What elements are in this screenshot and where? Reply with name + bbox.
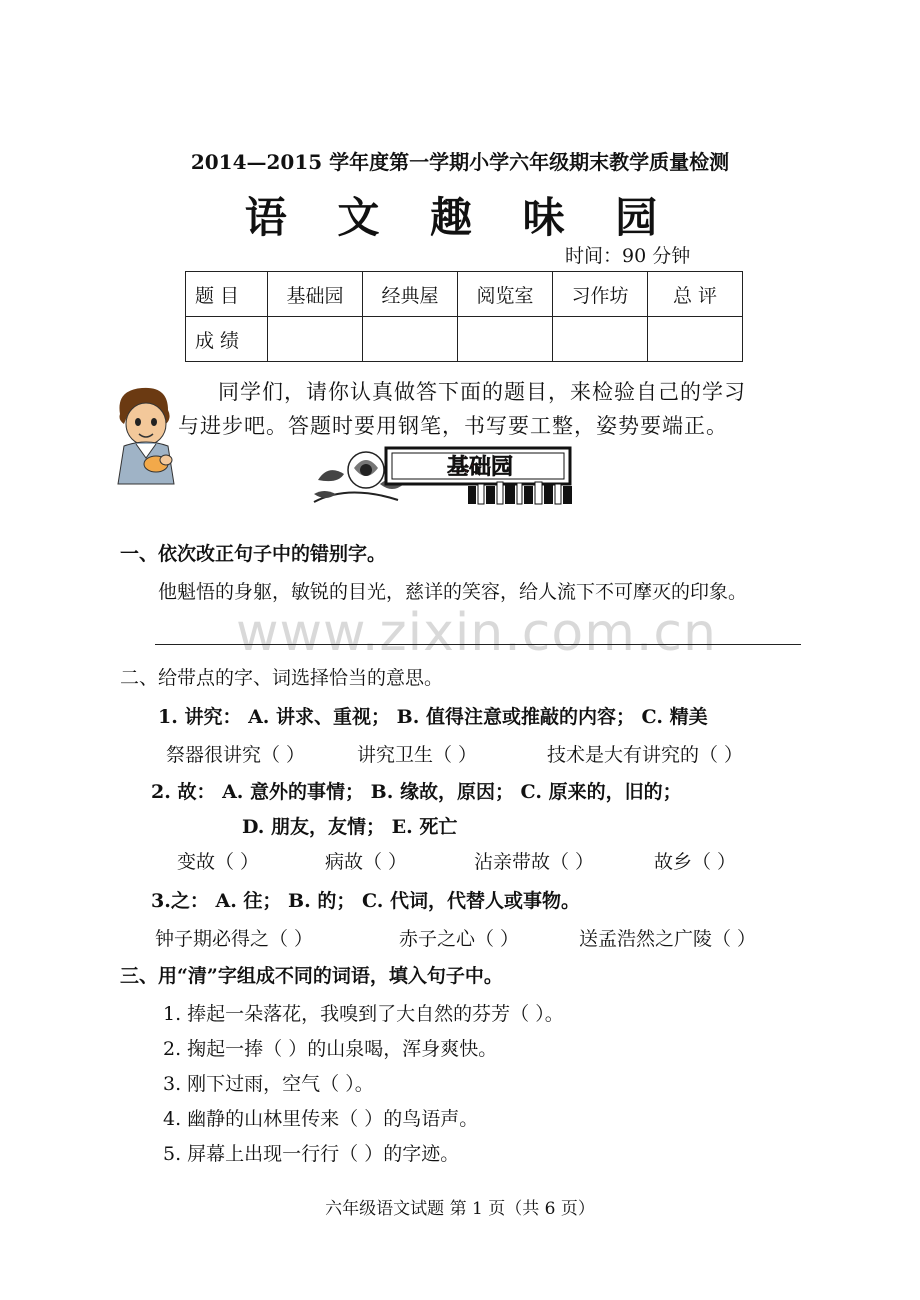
basics-section-banner: [308, 444, 576, 506]
exam-subtitle: 2014—2015 学年度第一学期小学六年级期末教学质量检测: [190, 150, 730, 174]
section-3-item-3[interactable]: 3. 刚下过雨，空气（ ）。: [163, 1073, 374, 1095]
score-cell-writing: 习作坊: [553, 272, 648, 317]
section-3-heading: 三、用“清”字组成不同的词语，填入句子中。: [120, 965, 503, 987]
score-cell-basics: 基础园: [268, 272, 363, 317]
section-1-sentence: 他魁悟的身躯，敏锐的目光，慈详的笑容，给人流下不可摩灭的印象。: [158, 581, 748, 603]
q3-item-3[interactable]: 送孟浩然之广陵（ ）: [579, 928, 757, 950]
q2-item-2[interactable]: 病故（ ）: [325, 851, 408, 873]
q2-definitions-2: D. 朋友，友情； E. 死亡: [242, 816, 458, 838]
q2-item-1[interactable]: 变故（ ）: [177, 851, 260, 873]
score-table-score-row: [186, 317, 743, 362]
score-table-header-row: [186, 272, 743, 317]
score-input-cell[interactable]: [458, 317, 553, 362]
q3-item-2[interactable]: 赤子之心（ ）: [399, 928, 520, 950]
q1-item-1[interactable]: 祭器很讲究（ ）: [166, 744, 306, 766]
banner-label: 基础园: [446, 455, 514, 480]
q3-item-1[interactable]: 钟子期必得之（ ）: [155, 928, 314, 950]
page-footer: 六年级语文试题 第 1 页（共 6 页）: [325, 1199, 595, 1219]
score-cell-classics: 经典屋: [363, 272, 458, 317]
q2-item-3[interactable]: 沾亲带故（ ）: [474, 851, 595, 873]
section-1-heading: 一、依次改正句子中的错别字。: [120, 543, 387, 565]
q2-definitions: 2. 故： A. 意外的事情； B. 缘故，原因； C. 原来的，旧的；: [151, 781, 682, 803]
student-boy-illustration: [106, 384, 186, 486]
score-input-cell[interactable]: [363, 317, 458, 362]
intro-line-1: 同学们，请你认真做答下面的题目，来检验自己的学习: [218, 380, 746, 404]
watermark: www.zixin.com.cn: [236, 603, 717, 663]
score-cell-reading: 阅览室: [458, 272, 553, 317]
book-spines-decoration-icon: [468, 482, 572, 504]
section-3-item-2[interactable]: 2. 掬起一捧（ ）的山泉喝，浑身爽快。: [163, 1038, 498, 1060]
score-table: [185, 271, 743, 362]
score-input-cell[interactable]: [553, 317, 648, 362]
score-cell-score-label: 成 绩: [186, 317, 268, 362]
score-cell-total: 总 评: [648, 272, 743, 317]
q1-item-3[interactable]: 技术是大有讲究的（ ）: [547, 744, 744, 766]
q2-item-4[interactable]: 故乡（ ）: [654, 851, 737, 873]
q3-definitions: 3.之： A. 往； B. 的； C. 代词，代替人或事物。: [151, 890, 580, 912]
score-input-cell[interactable]: [648, 317, 743, 362]
answer-line[interactable]: [155, 644, 801, 645]
score-input-cell[interactable]: [268, 317, 363, 362]
section-3-item-5[interactable]: 5. 屏幕上出现一行行（ ）的字迹。: [163, 1143, 460, 1165]
score-cell-subject-label: 题 目: [186, 272, 268, 317]
q1-item-2[interactable]: 讲究卫生（ ）: [357, 744, 478, 766]
section-3-item-4[interactable]: 4. 幽静的山林里传来（ ）的鸟语声。: [163, 1108, 479, 1130]
intro-line-2: 与进步吧。答题时要用钢笔，书写要工整，姿势要端正。: [178, 414, 728, 438]
q1-definitions: 1. 讲究： A. 讲求、重视； B. 值得注意或推敲的内容； C. 精美: [158, 706, 708, 728]
exam-title: 语 文 趣 味 园: [244, 193, 676, 242]
exam-time: 时间：90 分钟: [565, 245, 691, 267]
section-2-heading: 二、给带点的字、词选择恰当的意思。: [120, 667, 444, 689]
section-3-item-1[interactable]: 1. 捧起一朵落花，我嗅到了大自然的芬芳（ ）。: [163, 1003, 564, 1025]
